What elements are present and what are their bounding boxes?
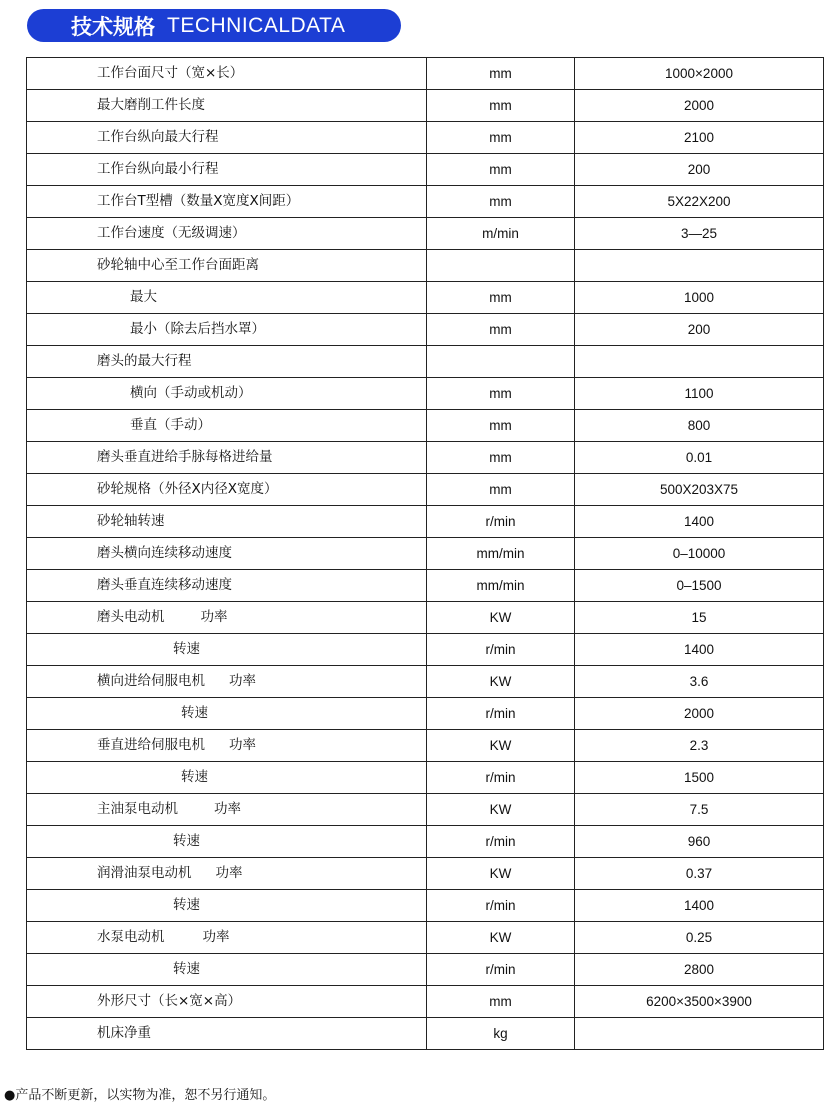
table-row <box>27 410 824 442</box>
table-row <box>27 58 824 90</box>
spec-value <box>575 250 824 282</box>
spec-unit: mm <box>427 58 575 90</box>
spec-unit: r/min <box>427 826 575 858</box>
spec-value: 960 <box>575 826 824 858</box>
spec-value: 1400 <box>575 506 824 538</box>
table-row <box>27 250 824 282</box>
spec-value: 200 <box>575 154 824 186</box>
spec-name-cell <box>27 58 427 90</box>
spec-name: 砂轮规格（外径X内径X宽度） <box>97 481 278 497</box>
spec-value: 1400 <box>575 890 824 922</box>
spec-name: 转速 <box>173 833 200 849</box>
spec-sub-label: 功率 <box>202 929 230 945</box>
spec-name-cell <box>27 122 427 154</box>
spec-unit: mm <box>427 186 575 218</box>
spec-name-cell <box>27 570 427 602</box>
spec-name: 工作台T型槽（数量X宽度X间距） <box>97 193 300 209</box>
spec-sub-label: 功率 <box>214 801 241 817</box>
spec-sub-label: 功率 <box>215 865 243 881</box>
spec-unit: mm/min <box>427 570 575 602</box>
table-row <box>27 1018 824 1050</box>
title-chinese: 技术规格 <box>71 14 155 39</box>
spec-value: 15 <box>575 602 824 634</box>
spec-value: 1000 <box>575 282 824 314</box>
spec-name-cell <box>27 826 427 858</box>
spec-unit: mm <box>427 986 575 1018</box>
spec-name-cell <box>27 666 427 698</box>
spec-unit: kg <box>427 1018 575 1050</box>
spec-value: 1400 <box>575 634 824 666</box>
spec-unit: KW <box>427 602 575 634</box>
spec-value: 500X203X75 <box>575 474 824 506</box>
spec-name: 横向进给伺服电机 <box>97 673 205 689</box>
spec-name-cell <box>27 794 427 826</box>
technical-data-table <box>26 57 824 1050</box>
spec-name-cell <box>27 378 427 410</box>
spec-value: 0.01 <box>575 442 824 474</box>
table-row <box>27 282 824 314</box>
spec-unit: r/min <box>427 634 575 666</box>
spec-name: 磨头的最大行程 <box>97 353 192 369</box>
spec-name: 砂轮轴中心至工作台面距离 <box>97 257 259 273</box>
spec-name-cell <box>27 858 427 890</box>
spec-value: 0.37 <box>575 858 824 890</box>
table-row <box>27 858 824 890</box>
spec-name: 最大磨削工件长度 <box>97 97 205 113</box>
spec-value: 3—25 <box>575 218 824 250</box>
spec-sub-label: 功率 <box>229 737 256 753</box>
table-row <box>27 346 824 378</box>
table-row <box>27 890 824 922</box>
footnote: ●产品不断更新，以实物为准，恕不另行通知。 <box>4 1088 276 1103</box>
spec-sub-label: 功率 <box>200 609 228 625</box>
table-row <box>27 794 824 826</box>
spec-value: 1000×2000 <box>575 58 824 90</box>
spec-unit: mm <box>427 442 575 474</box>
spec-name-cell <box>27 890 427 922</box>
spec-name-cell <box>27 1018 427 1050</box>
table-row <box>27 922 824 954</box>
spec-unit: mm <box>427 90 575 122</box>
spec-unit <box>427 250 575 282</box>
table-row <box>27 698 824 730</box>
spec-name: 最小（除去后挡水罩） <box>130 321 265 337</box>
spec-value: 0–10000 <box>575 538 824 570</box>
spec-name: 转速 <box>173 961 200 977</box>
spec-name: 外形尺寸（长×宽×高） <box>97 993 242 1009</box>
table-row <box>27 90 824 122</box>
spec-name: 工作台面尺寸（宽×长） <box>97 65 244 81</box>
spec-unit: KW <box>427 922 575 954</box>
spec-value: 0.25 <box>575 922 824 954</box>
spec-value: 5X22X200 <box>575 186 824 218</box>
spec-value: 1100 <box>575 378 824 410</box>
spec-name: 转速 <box>173 897 200 913</box>
spec-name-cell <box>27 410 427 442</box>
spec-name-cell <box>27 250 427 282</box>
spec-value: 2.3 <box>575 730 824 762</box>
spec-unit: r/min <box>427 762 575 794</box>
title-english: TECHNICALDATA <box>167 13 346 37</box>
spec-unit: KW <box>427 730 575 762</box>
spec-name-cell <box>27 922 427 954</box>
table-row <box>27 602 824 634</box>
spec-value: 800 <box>575 410 824 442</box>
spec-value: 2800 <box>575 954 824 986</box>
spec-unit: mm <box>427 474 575 506</box>
spec-value: 2000 <box>575 698 824 730</box>
table-row <box>27 122 824 154</box>
spec-name: 垂直进给伺服电机 <box>97 737 205 753</box>
spec-value: 7.5 <box>575 794 824 826</box>
spec-value: 200 <box>575 314 824 346</box>
spec-name: 工作台纵向最小行程 <box>97 161 219 177</box>
spec-name: 主油泵电动机 <box>97 801 178 817</box>
spec-value: 6200×3500×3900 <box>575 986 824 1018</box>
spec-name-cell <box>27 954 427 986</box>
table-row <box>27 986 824 1018</box>
spec-unit: r/min <box>427 954 575 986</box>
spec-name-cell <box>27 986 427 1018</box>
spec-name: 磨头横向连续移动速度 <box>97 545 232 561</box>
table-row <box>27 954 824 986</box>
spec-name-cell <box>27 282 427 314</box>
spec-value <box>575 1018 824 1050</box>
table-row <box>27 730 824 762</box>
table-row <box>27 762 824 794</box>
spec-name: 工作台纵向最大行程 <box>97 129 219 145</box>
spec-name: 水泵电动机 <box>97 929 165 945</box>
spec-name-cell <box>27 346 427 378</box>
spec-name: 润滑油泵电动机 <box>97 865 192 881</box>
spec-unit: r/min <box>427 698 575 730</box>
spec-name: 转速 <box>173 641 200 657</box>
spec-name-cell <box>27 442 427 474</box>
table-row <box>27 826 824 858</box>
spec-unit: mm <box>427 314 575 346</box>
table-row <box>27 186 824 218</box>
spec-name-cell <box>27 90 427 122</box>
spec-unit: KW <box>427 666 575 698</box>
table-row <box>27 378 824 410</box>
spec-name-cell <box>27 218 427 250</box>
spec-unit: mm <box>427 122 575 154</box>
table-row <box>27 538 824 570</box>
section-title-bar <box>27 9 401 42</box>
spec-unit: mm <box>427 378 575 410</box>
spec-name: 垂直（手动） <box>130 417 211 433</box>
spec-unit: KW <box>427 858 575 890</box>
spec-name-cell <box>27 506 427 538</box>
spec-value: 2100 <box>575 122 824 154</box>
spec-name-cell <box>27 698 427 730</box>
spec-name: 工作台速度（无级调速） <box>97 225 246 241</box>
table-row <box>27 442 824 474</box>
spec-name-cell <box>27 154 427 186</box>
spec-value: 3.6 <box>575 666 824 698</box>
spec-name: 砂轮轴转速 <box>97 513 165 529</box>
spec-name-cell <box>27 730 427 762</box>
spec-unit: r/min <box>427 506 575 538</box>
spec-name-cell <box>27 602 427 634</box>
spec-name-cell <box>27 186 427 218</box>
spec-name: 机床净重 <box>97 1025 151 1041</box>
spec-unit: mm <box>427 282 575 314</box>
spec-value: 1500 <box>575 762 824 794</box>
spec-unit <box>427 346 575 378</box>
spec-name: 磨头电动机 <box>97 609 165 625</box>
spec-unit: KW <box>427 794 575 826</box>
spec-name-cell <box>27 538 427 570</box>
spec-unit: m/min <box>427 218 575 250</box>
table-row <box>27 474 824 506</box>
spec-value: 2000 <box>575 90 824 122</box>
spec-value: 0–1500 <box>575 570 824 602</box>
spec-sub-label: 功率 <box>229 673 256 689</box>
spec-name-cell <box>27 762 427 794</box>
spec-name-cell <box>27 474 427 506</box>
spec-unit: mm <box>427 410 575 442</box>
spec-name-cell <box>27 314 427 346</box>
spec-unit: mm/min <box>427 538 575 570</box>
spec-name: 横向（手动或机动） <box>130 385 252 401</box>
spec-unit: r/min <box>427 890 575 922</box>
spec-value <box>575 346 824 378</box>
table-row <box>27 506 824 538</box>
spec-name: 转速 <box>181 705 208 721</box>
table-row <box>27 634 824 666</box>
spec-name: 最大 <box>130 289 157 305</box>
table-row <box>27 314 824 346</box>
table-row <box>27 154 824 186</box>
spec-unit: mm <box>427 154 575 186</box>
spec-name-cell <box>27 634 427 666</box>
spec-name: 转速 <box>181 769 208 785</box>
table-row <box>27 570 824 602</box>
spec-name: 磨头垂直连续移动速度 <box>97 577 232 593</box>
spec-name: 磨头垂直进给手脉每格进给量 <box>97 449 273 465</box>
table-row <box>27 218 824 250</box>
table-row <box>27 666 824 698</box>
